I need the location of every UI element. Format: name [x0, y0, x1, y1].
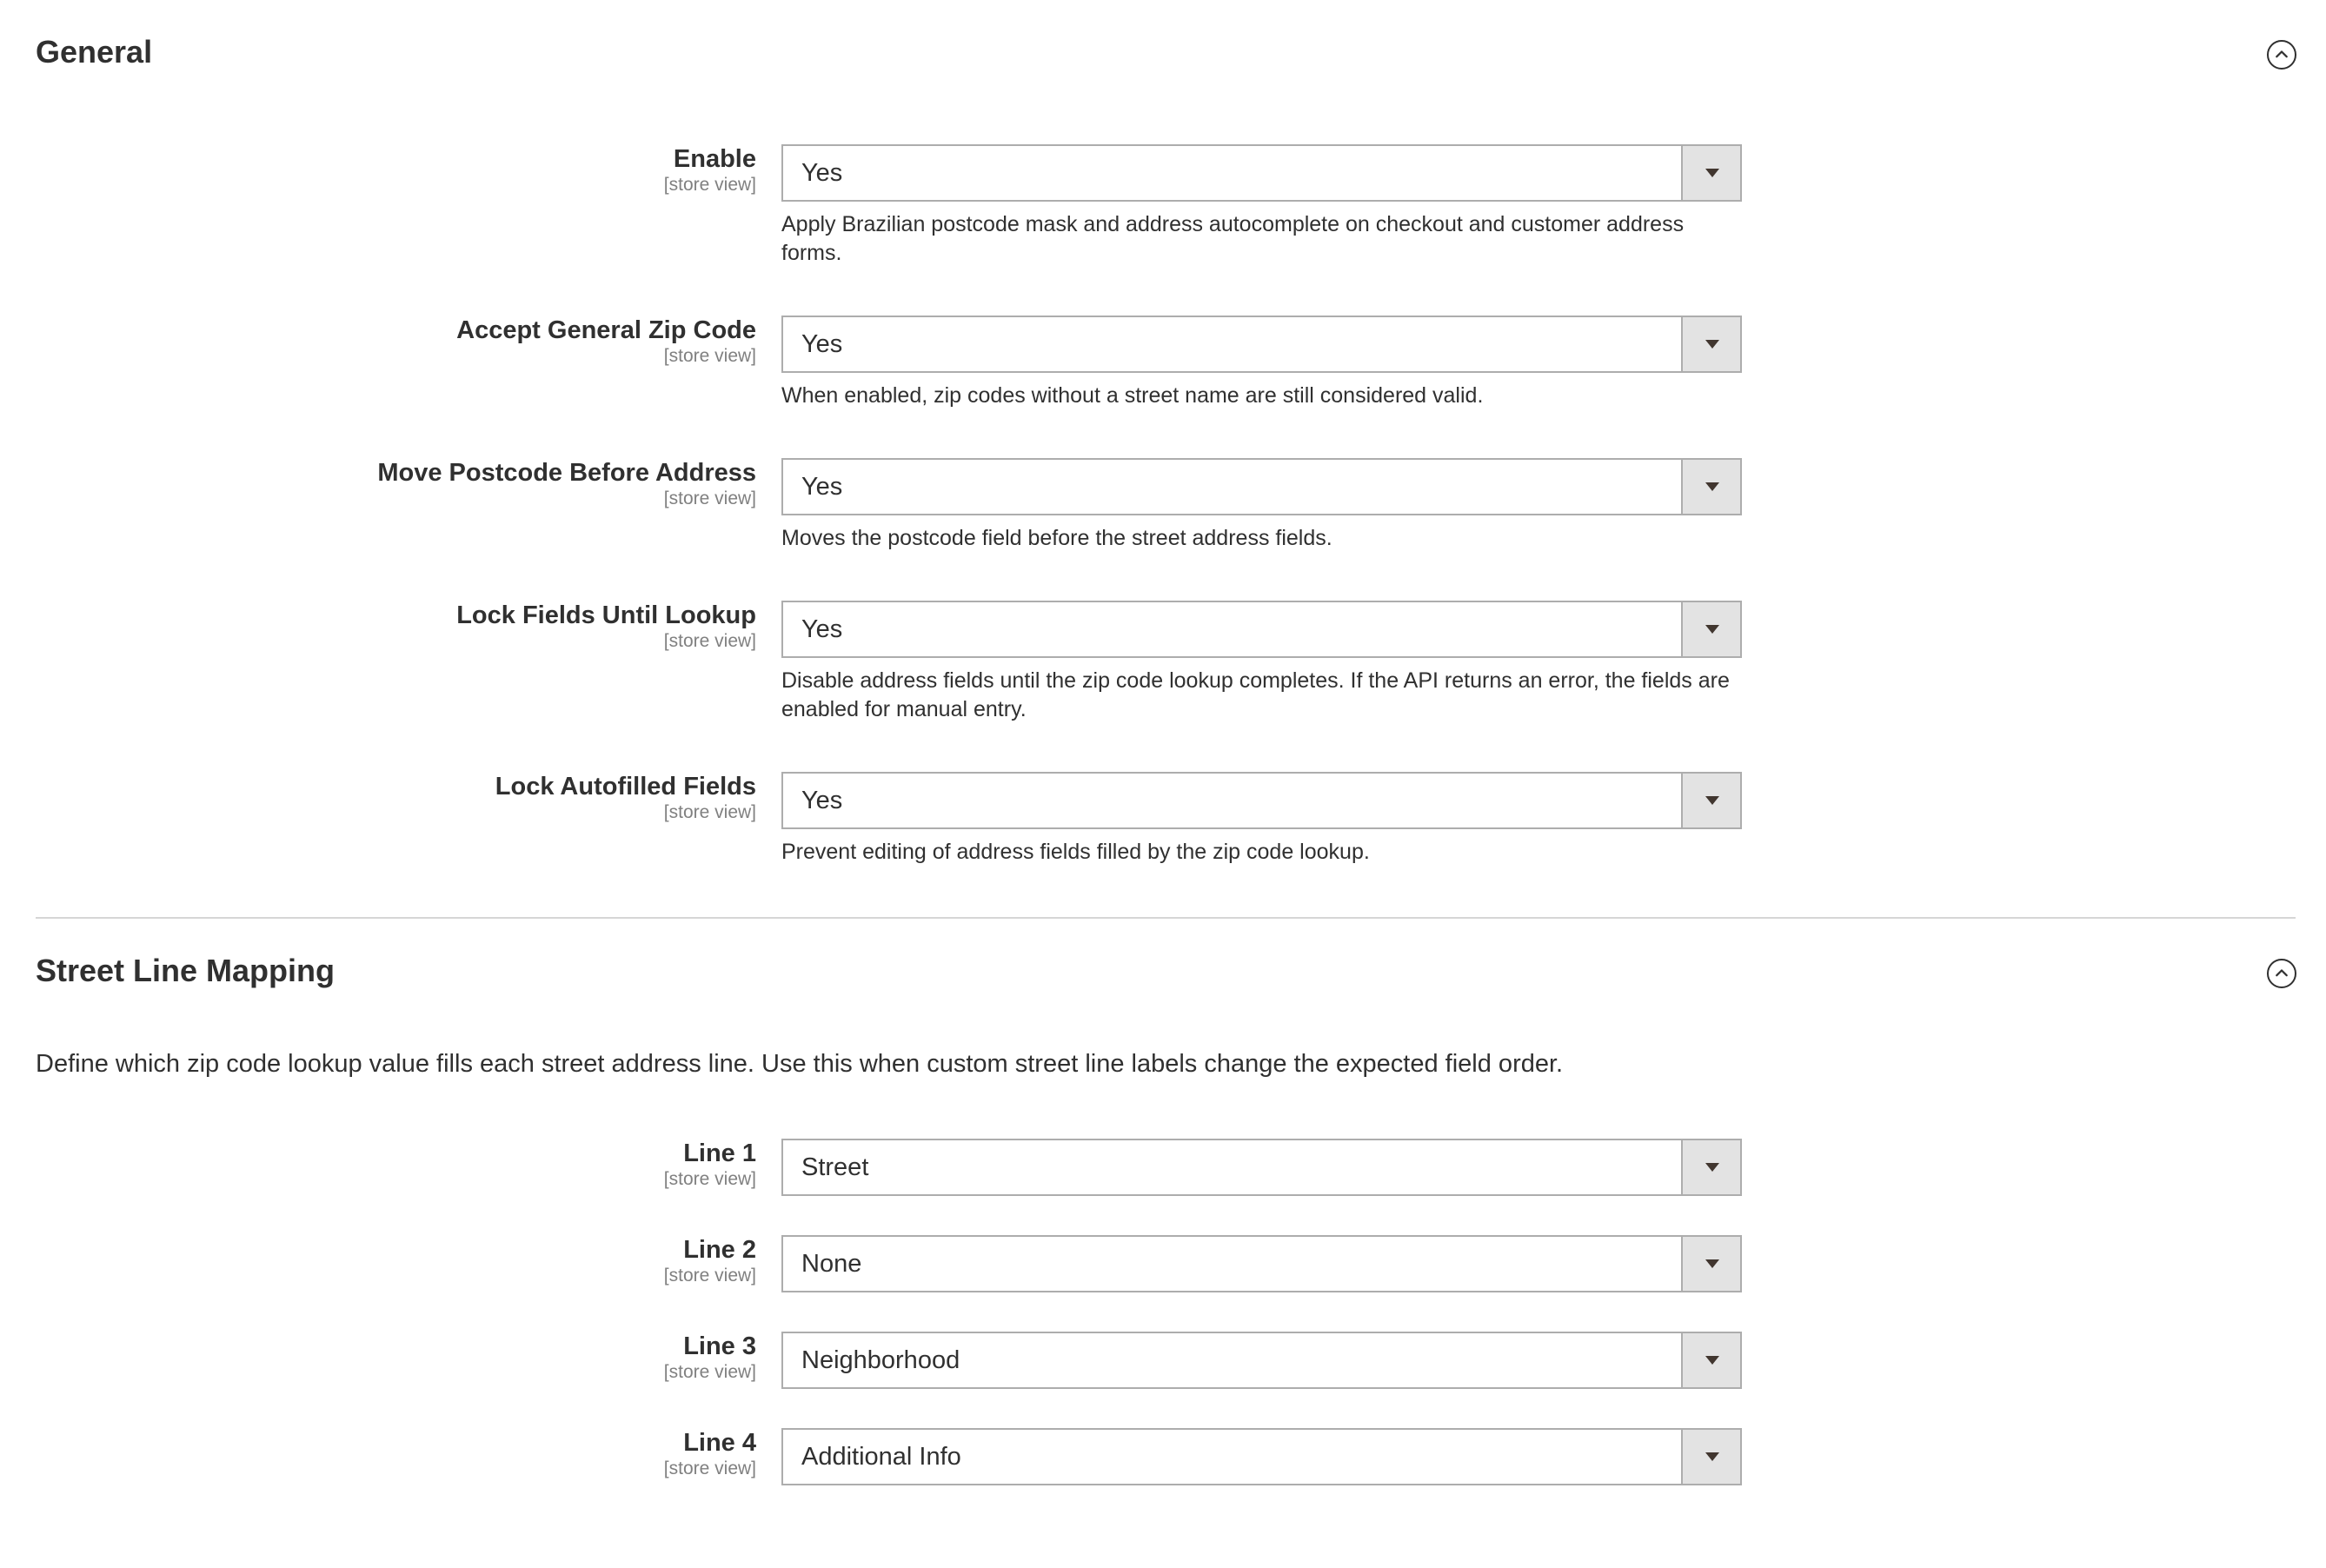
line-2-select[interactable]: [781, 1235, 1742, 1292]
dropdown-button[interactable]: [1681, 146, 1740, 200]
caret-down-icon: [1705, 796, 1719, 805]
section-title-general[interactable]: General: [36, 34, 153, 70]
enable-select[interactable]: [781, 144, 1742, 202]
caret-down-icon: [1705, 482, 1719, 491]
dropdown-button[interactable]: [1681, 460, 1740, 514]
caret-down-icon: [1705, 169, 1719, 177]
scope-label: [store view]: [663, 175, 756, 195]
section-title-street-mapping[interactable]: Street Line Mapping: [36, 953, 336, 988]
select-value: Neighborhood: [801, 1346, 960, 1374]
lock-fields-select[interactable]: [781, 601, 1742, 658]
caret-down-icon: [1705, 1259, 1719, 1268]
line-3-select[interactable]: [781, 1332, 1742, 1389]
dropdown-button[interactable]: [1681, 1140, 1740, 1194]
dropdown-button[interactable]: [1681, 1430, 1740, 1484]
scope-label: [store view]: [663, 1458, 756, 1478]
field-label: Line 3: [683, 1332, 756, 1360]
dropdown-button[interactable]: [1681, 317, 1740, 371]
line-4-select[interactable]: [781, 1428, 1742, 1485]
field-label: Lock Fields Until Lookup: [456, 601, 756, 629]
select-value: Yes: [801, 615, 843, 643]
select-value: None: [801, 1250, 862, 1278]
collapse-general-button[interactable]: [2267, 40, 2296, 70]
field-label: Move Postcode Before Address: [377, 459, 756, 487]
caret-down-icon: [1705, 1163, 1719, 1172]
field-label: Lock Autofilled Fields: [495, 773, 756, 801]
scope-label: [store view]: [663, 1266, 756, 1286]
field-label-block: [377, 458, 756, 510]
chevron-up-icon: [2269, 960, 2295, 987]
chevron-up-icon: [2269, 42, 2295, 68]
dropdown-button[interactable]: [1681, 1237, 1740, 1291]
accept-general-zip-select[interactable]: [781, 316, 1742, 373]
select-value: Additional Info: [801, 1443, 961, 1471]
field-note: When enabled, zip codes without a street name are still considered valid.: [781, 383, 1484, 408]
field-label: Accept General Zip Code: [456, 316, 756, 344]
scope-label: [store view]: [663, 1169, 756, 1189]
field-label: Line 2: [683, 1236, 756, 1264]
caret-down-icon: [1705, 1356, 1719, 1365]
collapse-street-mapping-button[interactable]: [2267, 959, 2296, 988]
field-note: Moves the postcode field before the street address fields.: [781, 526, 1332, 550]
scope-label: [store view]: [663, 802, 756, 822]
dropdown-button[interactable]: [1681, 602, 1740, 656]
dropdown-button[interactable]: [1681, 1333, 1740, 1387]
caret-down-icon: [1705, 1452, 1719, 1461]
move-postcode-select[interactable]: [781, 458, 1742, 515]
select-value: Yes: [801, 473, 843, 501]
field-label-block: [495, 772, 756, 824]
scope-label: [store view]: [663, 488, 756, 508]
field-label-block: [456, 316, 756, 368]
select-value: Yes: [801, 159, 843, 187]
field-label: Line 1: [683, 1139, 756, 1167]
field-note: Prevent editing of address fields filled by the zip code lookup.: [781, 840, 1370, 864]
lock-autofilled-select[interactable]: [781, 772, 1742, 829]
field-label-block: [664, 1428, 756, 1480]
field-note: Disable address fields until the zip code lookup completes. If the API returns an error, the fields are enabled for manual entry.: [781, 668, 1730, 721]
field-label-block: [664, 1139, 756, 1191]
select-value: Yes: [801, 787, 843, 814]
field-label: Enable: [673, 145, 756, 173]
scope-label: [store view]: [663, 346, 756, 366]
section-description: Define which zip code lookup value fills each street address line. Use this when custom street line labels change the expected field order.: [36, 1050, 1564, 1078]
field-label-block: [664, 144, 756, 196]
select-value: Yes: [801, 330, 843, 358]
caret-down-icon: [1705, 625, 1719, 634]
scope-label: [store view]: [663, 1362, 756, 1382]
section-divider: [36, 917, 2296, 919]
field-label: Line 4: [683, 1429, 756, 1457]
field-label-block: [456, 601, 756, 653]
dropdown-button[interactable]: [1681, 774, 1740, 827]
scope-label: [store view]: [663, 631, 756, 651]
caret-down-icon: [1705, 340, 1719, 349]
line-1-select[interactable]: [781, 1139, 1742, 1196]
field-note: Apply Brazilian postcode mask and address autocomplete on checkout and customer address forms.: [781, 212, 1685, 265]
field-label-block: [664, 1332, 756, 1384]
select-value: Street: [801, 1153, 869, 1181]
field-label-block: [664, 1235, 756, 1287]
